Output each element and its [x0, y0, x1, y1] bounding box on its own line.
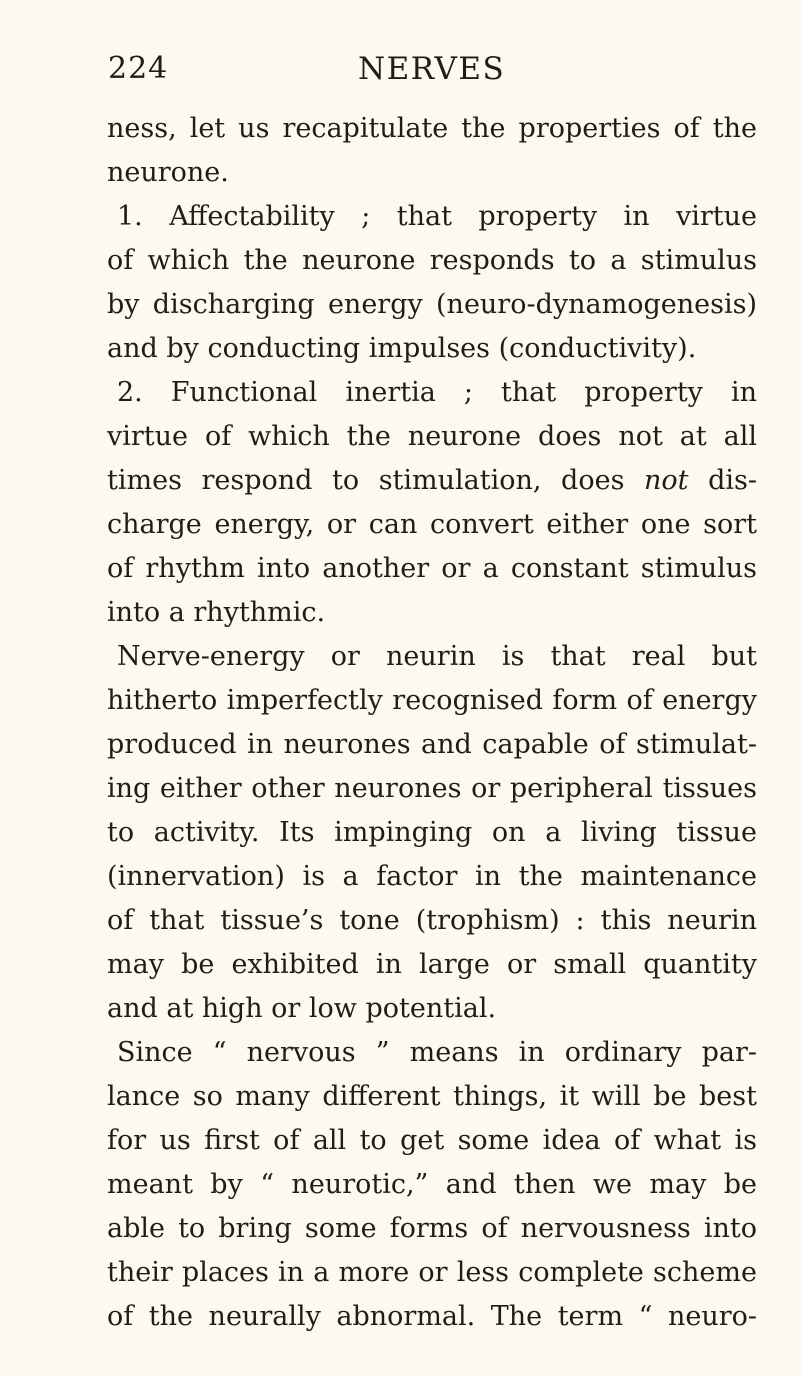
text-line: (innervation) is a factor in the maintenance — [107, 861, 757, 892]
text-line: Since “ nervous ” means in ordinary par- — [117, 1037, 757, 1068]
text-line: 1. Affectability ; that property in virtue — [117, 201, 757, 232]
text-line: to activity. Its impinging on a living tissue — [107, 817, 757, 848]
text-line: by discharging energy (neuro-dynamogenesis) — [107, 289, 757, 320]
text-line: and by conducting impulses (conductivity). — [107, 333, 697, 364]
text-line: their places in a more or less complete scheme — [107, 1257, 757, 1288]
body-text — [107, 107, 757, 1339]
text-line: virtue of which the neurone does not at all — [107, 421, 757, 452]
text-line: hitherto imperfectly recognised form of energy — [107, 685, 757, 716]
text-line: of rhythm into another or a constant stimulus — [107, 553, 757, 584]
italic-word: not — [644, 465, 689, 496]
text-line: into a rhythmic. — [107, 597, 326, 628]
text-line: charge energy, or can convert either one sort — [107, 509, 757, 540]
text-segment: times respond to stimulation, does — [107, 465, 625, 496]
text-line: of which the neurone responds to a stimulus — [107, 245, 757, 276]
page-header — [108, 48, 758, 90]
text-line: ing either other neurones or peripheral tissues — [107, 773, 757, 804]
text-line: ness, let us recapitulate the properties of the — [107, 113, 757, 144]
text-line: and at high or low potential. — [107, 993, 497, 1024]
text-line: may be exhibited in large or small quantity — [107, 949, 757, 980]
text-line: 2. Functional inertia ; that property in — [117, 377, 757, 408]
text-segment: dis- — [708, 465, 757, 496]
text-line: produced in neurones and capable of stimulat- — [107, 729, 757, 760]
text-line: for us first of all to get some idea of what is — [107, 1125, 757, 1156]
running-head: NERVES — [358, 51, 506, 87]
text-line: able to bring some forms of nervousness into — [107, 1213, 757, 1244]
text-line: Nerve-energy or neurin is that real but — [117, 641, 757, 672]
text-line: neurone. — [107, 157, 229, 188]
text-line-with-italic — [107, 459, 757, 503]
text-line: of the neurally abnormal. The term “ neuro- — [107, 1301, 757, 1332]
text-line: meant by “ neurotic,” and then we may be — [107, 1169, 757, 1200]
text-line: lance so many different things, it will be best — [107, 1081, 757, 1112]
text-line: of that tissue’s tone (trophism) : this neurin — [107, 905, 757, 936]
page-number: 224 — [108, 51, 169, 86]
